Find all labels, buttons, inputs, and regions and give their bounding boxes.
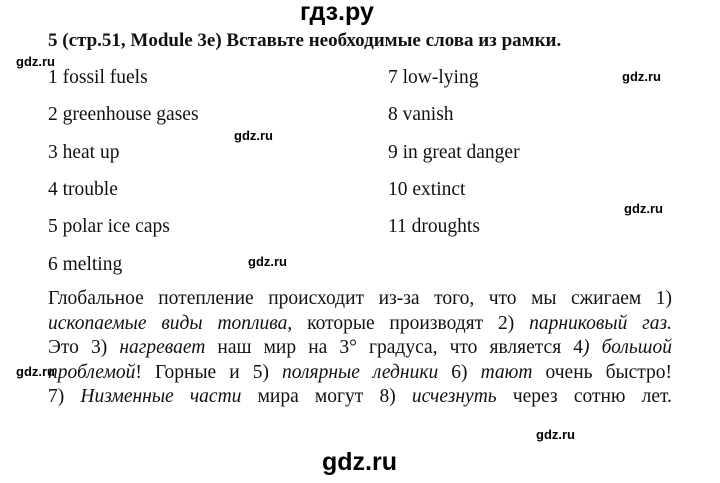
text: 6) <box>438 361 481 383</box>
answer-item: 4 trouble <box>48 179 118 200</box>
answer-item: 9 in great danger <box>388 142 520 163</box>
watermark: gdz.ru <box>622 69 661 84</box>
text: мира могут 8) <box>241 386 412 407</box>
text: 7) <box>48 386 81 407</box>
answer-item: 8 vanish <box>388 104 454 125</box>
text: парниковый газ. <box>529 312 672 334</box>
answer-item: 2 greenhouse gases <box>48 104 199 125</box>
text: ! Горные и 5) <box>135 361 282 383</box>
answer-item: 1 fossil fuels <box>48 67 148 88</box>
watermark: gdz.ru <box>536 427 575 442</box>
answer-item: 6 melting <box>48 254 123 275</box>
watermark: gdz.ru <box>624 201 663 216</box>
text: проблемой <box>48 361 136 383</box>
text: Это 3) <box>48 337 120 358</box>
text: тают <box>480 361 533 383</box>
text: Низменные части <box>80 386 242 407</box>
watermark: gdz.ru <box>248 254 287 269</box>
text: ископаемые виды топлива <box>48 312 288 334</box>
exercise-title: 5 (стр.51, Module 3e) Вставьте необходимые слова из рамки. <box>48 30 562 51</box>
watermark: gdz.ru <box>16 364 55 379</box>
site-logo-bottom: gdz.ru <box>322 448 397 476</box>
answer-item: 5 polar ice caps <box>48 216 170 237</box>
answer-item: 10 extinct <box>388 179 466 200</box>
text: Глобальное потепление происходит из-за того, что мы сжигаем 1) <box>48 288 672 309</box>
paragraph-line <box>48 361 672 386</box>
answer-item: 3 heat up <box>48 142 120 163</box>
paragraph-line <box>48 287 672 312</box>
paragraph-line <box>48 312 672 337</box>
text: исчезнуть <box>411 386 497 407</box>
text: ) большой <box>583 337 673 358</box>
text: , которые производят 2) <box>287 312 530 334</box>
watermark: gdz.ru <box>234 128 273 143</box>
text: наш мир на 3° градуса, что является 4 <box>205 337 584 358</box>
answer-item: 7 low-lying <box>388 67 479 88</box>
site-logo-top: гдз.ру <box>300 0 374 26</box>
paragraph-line <box>48 385 672 410</box>
paragraph-line <box>48 336 672 361</box>
text: нагревает <box>119 337 206 358</box>
text: полярные ледники <box>282 361 439 383</box>
answer-item: 11 droughts <box>388 216 480 237</box>
text: очень быстро! <box>532 361 673 383</box>
watermark: gdz.ru <box>16 54 55 69</box>
text: через сотню лет. <box>496 386 672 407</box>
translation-paragraph <box>48 287 672 410</box>
